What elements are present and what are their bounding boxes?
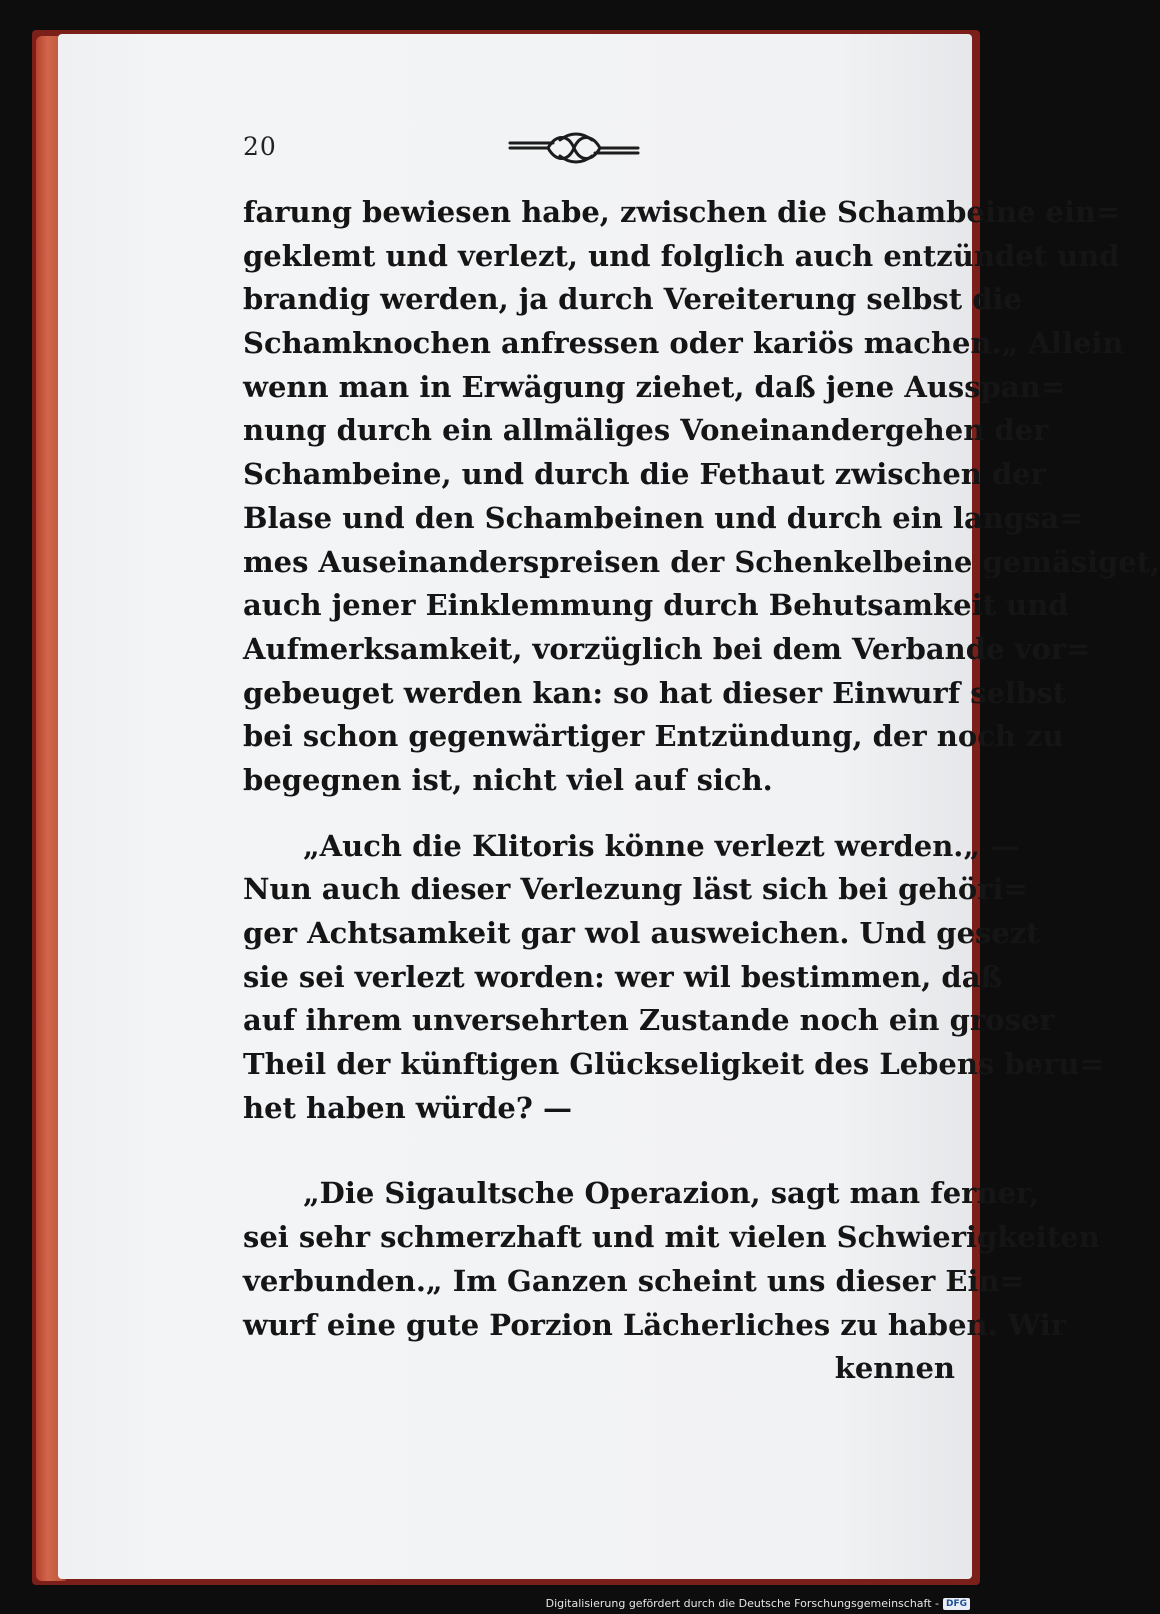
text-line: bei schon gegenwärtiger Entzündung, der noch zu bbox=[243, 719, 1064, 754]
text-line: Schambeine, und durch die Fethaut zwischen der bbox=[243, 457, 1046, 492]
text-line: farung bewiesen habe, zwischen die Schambeine ein= bbox=[243, 195, 1121, 229]
text-line: Nun auch dieser Verlezung läst sich bei gehöri= bbox=[243, 872, 1028, 907]
text-line: wurf eine gute Porzion Lächerliches zu haben. Wir bbox=[243, 1307, 1067, 1342]
knot-ornament-icon bbox=[508, 128, 640, 168]
text-line: begegnen ist, nicht viel auf sich. bbox=[243, 762, 773, 797]
text-line: sei sehr schmerzhaft und mit vielen Schwierigkeiten bbox=[243, 1220, 1100, 1255]
text-line: mes Auseinanderspreisen der Schenkelbeine gemäsiget, bbox=[243, 544, 1160, 579]
page-body-text bbox=[243, 191, 1160, 1391]
text-line: brandig werden, ja durch Vereiterung selbst die bbox=[243, 282, 1022, 317]
text-line: sie sei verlezt worden: wer wil bestimmen, daß bbox=[243, 959, 1003, 994]
footer-text: Digitalisierung gefördert durch die Deutsche Forschungsgemeinschaft - bbox=[545, 1597, 939, 1610]
text-line: Schamknochen anfressen oder kariös machen.„ Allein bbox=[243, 326, 1124, 361]
text-line: Theil der künftigen Glückseligkeit des Lebens beru= bbox=[243, 1047, 1104, 1082]
text-line: Aufmerksamkeit, vorzüglich bei dem Verbande vor= bbox=[243, 631, 1091, 666]
page-number: 20 bbox=[243, 132, 277, 161]
text-line: „Die Sigaultsche Operazion, sagt man ferner, bbox=[303, 1176, 1040, 1211]
catchword: kennen bbox=[834, 1351, 955, 1386]
text-line: het haben würde? — bbox=[243, 1090, 572, 1125]
footer-credit bbox=[546, 1597, 970, 1610]
dfg-logo: DFG bbox=[943, 1598, 970, 1610]
text-line: auch jener Einklemmung durch Behutsamkeit und bbox=[243, 588, 1069, 623]
text-line: Blase und den Schambeinen und durch ein langsa= bbox=[243, 500, 1084, 535]
text-line: ger Achtsamkeit gar wol ausweichen. Und gesezt bbox=[243, 916, 1040, 950]
text-line: „Auch die Klitoris könne verlezt werden.„ — bbox=[303, 828, 1020, 863]
text-line: nung durch ein allmäliges Voneinandergehen der bbox=[243, 413, 1049, 448]
text-line: gebeuget werden kan: so hat dieser Einwurf selbst bbox=[243, 675, 1067, 710]
text-line: geklemt und verlezt, und folglich auch entzündet und bbox=[243, 238, 1120, 273]
text-line: auf ihrem unversehrten Zustande noch ein groser bbox=[243, 1003, 1055, 1038]
text-line: verbunden.„ Im Ganzen scheint uns dieser Ein= bbox=[243, 1263, 1024, 1298]
text-line: wenn man in Erwägung ziehet, daß jene Ausspan= bbox=[243, 369, 1066, 404]
